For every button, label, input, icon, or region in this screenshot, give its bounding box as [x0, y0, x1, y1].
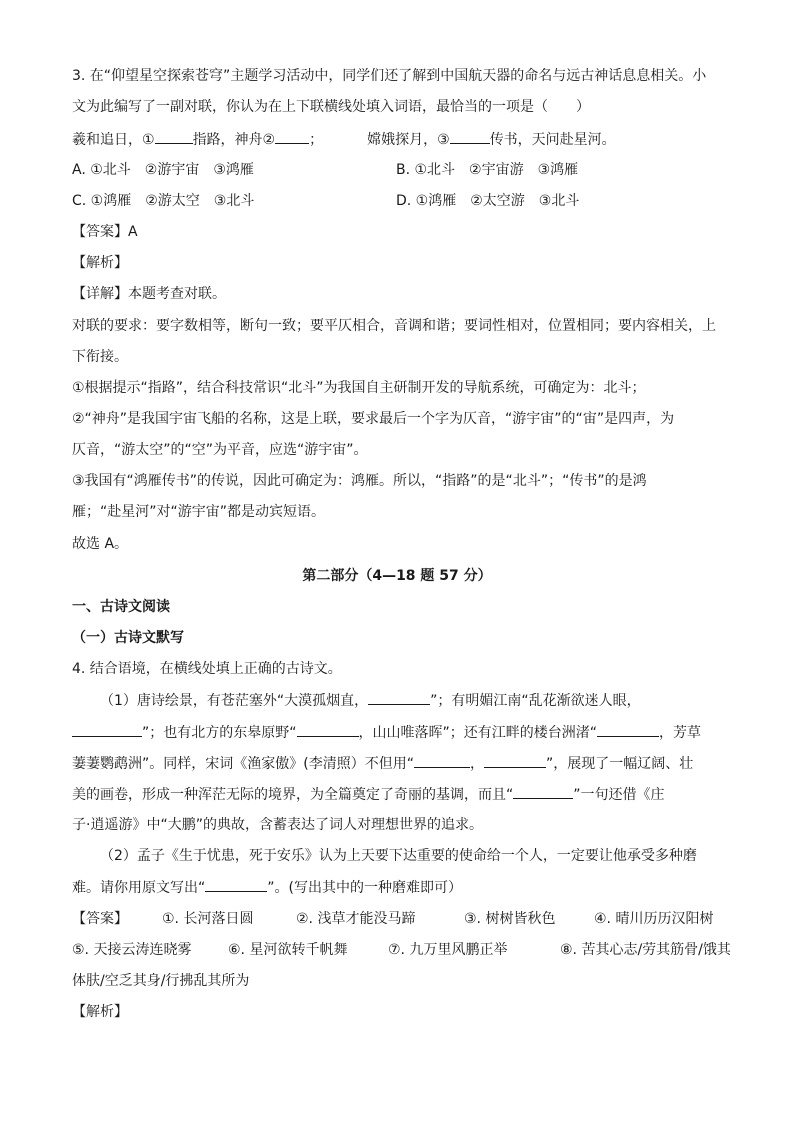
answer-item: ②. 浅草才能没马蹄 — [296, 911, 416, 927]
blank[interactable] — [513, 784, 573, 799]
couplet-part: 羲和追日，① — [72, 132, 155, 148]
answer-item: ⑥. 星河欲转千帆舞 — [228, 942, 348, 958]
answer-item: ⑧. 苦其心志/劳其筋骨/饿其 — [560, 942, 731, 958]
couplet-part: 指路，神舟② — [192, 132, 276, 148]
paragraph: 雁；“赴星河”对“游宇宙”都是动宾短语。 — [72, 504, 326, 520]
couplet-part: ； — [309, 132, 324, 148]
q3-detail — [72, 284, 722, 304]
answer-value: A — [128, 224, 138, 240]
q4-answer-row3: 体肤/空乏其身/行拂乱其所为 — [72, 973, 250, 989]
text: ”；也有北方的东皋原野“ — [142, 725, 297, 741]
option-d: D. ①鸿雁 ②太空游 ③北斗 — [396, 193, 580, 209]
q4-line3 — [72, 753, 722, 774]
blank[interactable] — [72, 722, 142, 737]
blank-1[interactable] — [155, 129, 193, 144]
answer-item: ⑤. 天接云涛连晓雾 — [72, 942, 192, 958]
q3-analysis-tag: 【解析】 — [72, 255, 128, 271]
text: 美的画卷，形成一种浑茫无际的境界，为全篇奠定了奇丽的基调，而且“ — [72, 787, 514, 803]
paragraph: 仄音，“游太空”的“空”为平音，应选“游宇宙”。 — [72, 442, 368, 458]
q4-line1 — [100, 690, 722, 711]
text: ， — [469, 756, 484, 772]
text: 萋萋鹦鹉洲”。同样，宋词《渔家傲》(李清照）不但用“ — [72, 756, 414, 772]
q4-analysis-tag: 【解析】 — [72, 1004, 128, 1020]
q4-line5: 子·逍遥游》中“大鹏”的典故，含蓄表达了词人对理想世界的追求。 — [72, 817, 483, 833]
blank-3[interactable] — [450, 129, 490, 144]
blank[interactable] — [414, 753, 470, 768]
answer-item: ④. 晴川历历汉阳树 — [594, 911, 714, 927]
q4-line4 — [72, 784, 722, 805]
paragraph: ①根据提示“指路”，结合科技常识“北斗”为我国自主研制开发的导航系统，可确定为：北斗； — [72, 380, 646, 396]
q4-line6: （2）孟子《生于忧患，死于安乐》认为上天要下达重要的使命给一个人，一定要让他承受多种磨 — [100, 848, 697, 864]
paragraph: 对联的要求：要字数相等，断句一致；要平仄相合，音调和谐；要词性相对，位置相同；要内容相关，上 — [72, 318, 716, 334]
blank[interactable] — [484, 753, 546, 768]
answer-item: ⑦. 九万里风鹏正举 — [388, 942, 508, 958]
paragraph: 下衔接。 — [72, 349, 128, 365]
answer-tag: 【答案】 — [72, 911, 128, 927]
q3-stem-line2: 文为此编写了一副对联，你认为在上下联横线处填入词语，最恰当的一项是（ ） — [72, 99, 590, 115]
text: ，山山唯落晖”；还有江畔的楼台洲渚“ — [358, 725, 598, 741]
blank-2[interactable] — [275, 129, 309, 144]
paragraph: ②“神舟”是我国宇宙飞船的名称，这是上联，要求最后一个字为仄音，“游宇宙”的“宙”是四声，为 — [72, 411, 675, 427]
text: ”，展现了一幅辽阔、壮 — [545, 756, 694, 772]
paragraph: ③我国有“鸿雁传书”的传说，因此可确定为：鸿雁。所以，“指路”的是“北斗”；“传书”的是鸿 — [72, 473, 647, 489]
answer-tag: 【答案】 — [72, 224, 128, 240]
blank[interactable] — [368, 690, 430, 705]
option-c: C. ①鸿雁 ②游太空 ③北斗 — [72, 193, 255, 209]
blank[interactable] — [297, 722, 359, 737]
q3-couplet — [72, 129, 722, 150]
subsection-heading: （一）古诗文默写 — [72, 630, 184, 646]
text: ”一句还借《庄 — [573, 787, 665, 803]
paragraph: 故选 A。 — [72, 536, 129, 552]
couplet-part: 嫦娥探月，③ — [367, 132, 450, 148]
option-a: A. ①北斗 ②游宇宙 ③鸿雁 — [72, 162, 254, 178]
text: ”；有明媚江南“乱花渐欲迷人眼， — [430, 693, 641, 709]
section-heading: 一、古诗文阅读 — [72, 599, 170, 615]
q4-answer-row2 — [72, 940, 731, 960]
option-b: B. ①北斗 ②宇宙游 ③鸿雁 — [396, 162, 579, 178]
blank[interactable] — [205, 877, 267, 892]
q4-line7 — [72, 877, 722, 898]
text: ，芳草 — [659, 725, 702, 741]
q4-line2 — [72, 722, 722, 743]
text: ”。(写出其中的一种磨难即可） — [267, 880, 462, 896]
q4-stem: 4. 结合语境，在横线处填上正确的古诗文。 — [72, 661, 342, 677]
q3-stem-line1: 3. 在“仰望星空探索苍穹”主题学习活动中，同学们还了解到中国航天器的命名与远古神话息息相关。小 — [72, 68, 707, 84]
q3-answer — [72, 222, 722, 242]
blank[interactable] — [597, 722, 659, 737]
text: 难。请你用原文写出“ — [72, 880, 206, 896]
detail-tag: 【详解】 — [72, 286, 128, 302]
q4-answer-row1 — [72, 909, 722, 929]
couplet-part: 传书，天问赴星河。 — [489, 132, 616, 148]
detail-text: 本题考查对联。 — [128, 286, 226, 302]
answer-item: ③. 树树皆秋色 — [464, 911, 556, 927]
text: （1）唐诗绘景，有苍茫塞外“大漠孤烟直， — [100, 693, 369, 709]
answer-item: ①. 长河落日圆 — [162, 911, 254, 927]
part-title: 第二部分（4—18 题 57 分） — [302, 568, 492, 584]
